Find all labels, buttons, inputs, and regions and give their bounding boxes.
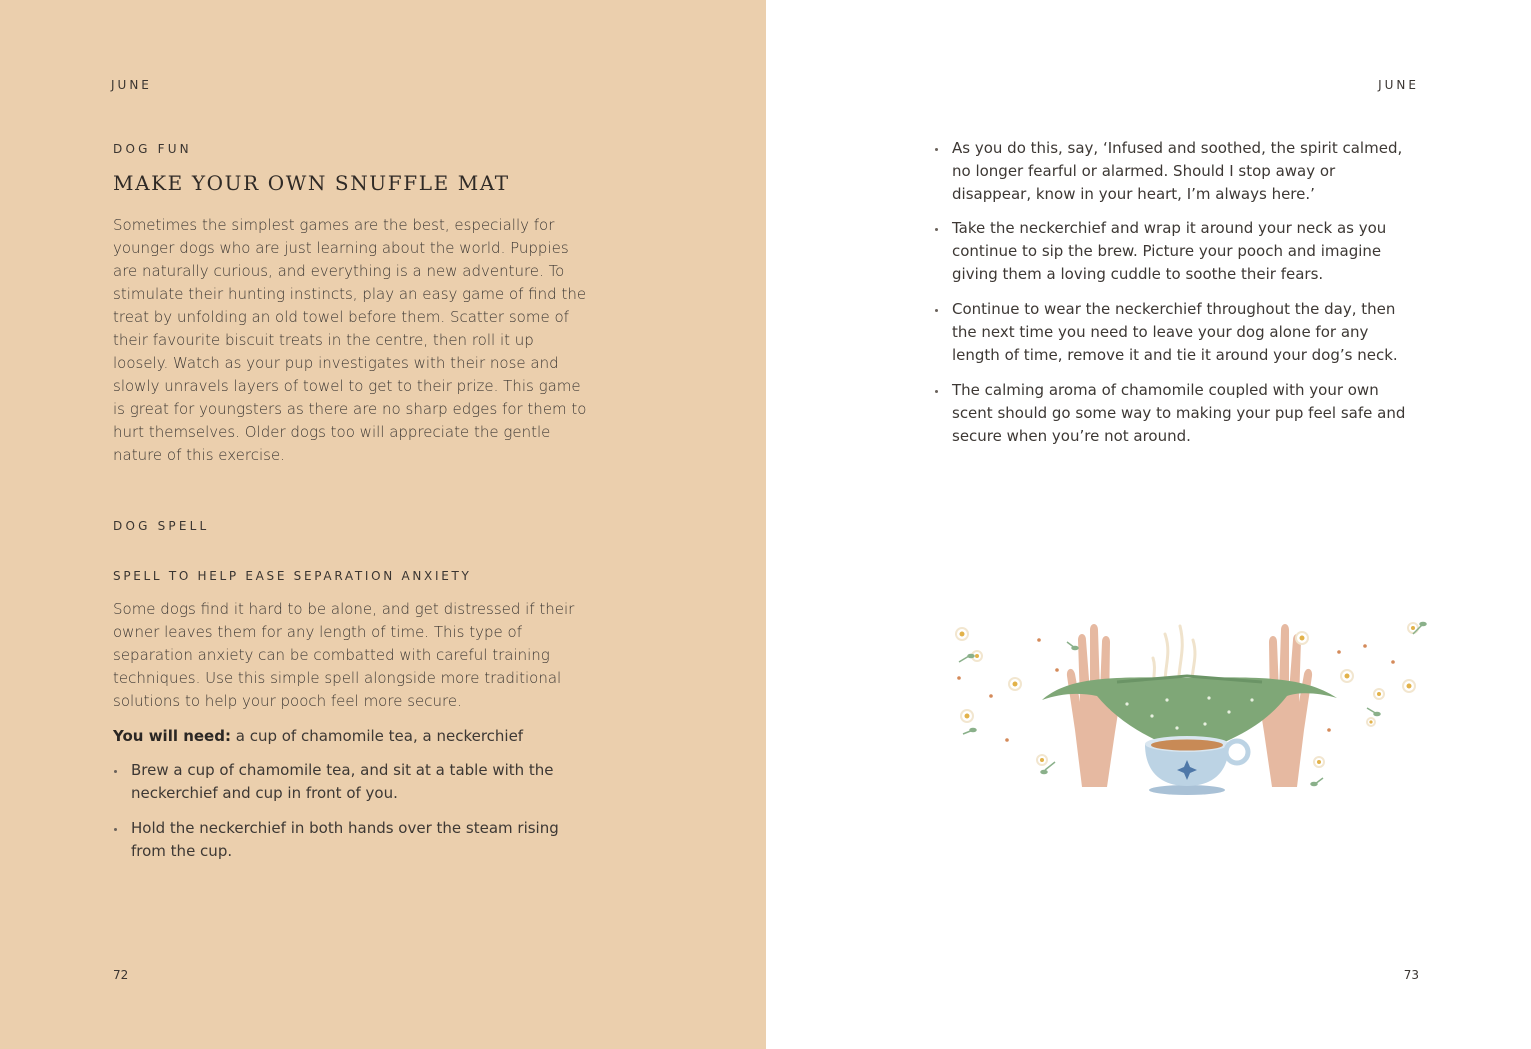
ingredients-text: a cup of chamomile tea, a neckerchief xyxy=(235,727,524,745)
right-page xyxy=(766,0,1531,1049)
list-item: Hold the neckerchief in both hands over the steam rising from the cup. xyxy=(113,817,578,863)
teacup-icon xyxy=(1145,736,1248,795)
list-item: Continue to wear the neckerchief throughout the day, then the next time you need to leave your dog alone for any length of time, remove it and tie it around your dog’s neck. xyxy=(934,298,1419,367)
list-item: Take the neckerchief and wrap it around your neck as you continue to sip the brew. Picture your pooch and imagine giving them a loving cuddle to soothe their fears. xyxy=(934,217,1419,286)
page-number-left: 72 xyxy=(113,968,129,982)
section-body-separation-anxiety: Some dogs find it hard to be alone, and get distressed if their owner leaves them for any length of time. This type of separation anxiety can be combatted with careful training techniques. Use this simple spell alongside more traditional solutions to help your pooch feel more secure. xyxy=(113,600,575,710)
list-item: The calming aroma of chamomile coupled with your own scent should go some way to making your pup feel safe and secure when you’re not around. xyxy=(934,379,1419,448)
page-number-right: 73 xyxy=(1403,968,1419,982)
spell-steps-right xyxy=(934,137,1419,448)
section-body-snuffle-mat: Sometimes the simplest games are the best, especially for younger dogs who are just learning about the world. Puppies are naturally curious, and everything is a new adventure. To stimulate their hunting instincts, play an easy game of find the treat by unfolding an old towel before them. Scatter some of their favourite biscuit treats in the centre, then roll it up loosely. Watch as your pup investigates with their nose and slowly unravels layers of towel to get to their prize. This game is great for youngsters as there are no sharp edges for them to hurt themselves. Older dogs too will appreciate the gentle nature of this exercise. xyxy=(113,216,587,464)
spell-steps-left xyxy=(113,759,578,863)
list-item: Brew a cup of chamomile tea, and sit at a table with the neckerchief and cup in front of you. xyxy=(113,759,578,805)
section-eyebrow-dog-spell: DOG SPELL xyxy=(113,519,210,533)
hands-neckerchief-tea-illustration-icon xyxy=(947,612,1427,797)
section-title-snuffle-mat: MAKE YOUR OWN SNUFFLE MAT xyxy=(113,171,510,195)
section-title-separation-anxiety: SPELL TO HELP EASE SEPARATION ANXIETY xyxy=(113,569,472,583)
ingredients-label: You will need: xyxy=(113,727,231,745)
list-item: As you do this, say, ‘Infused and soothed, the spirit calmed, no longer fearful or alarmed. Should I stop away or disappear, know in your heart, I’m always here.’ xyxy=(934,137,1419,206)
section-eyebrow-dog-fun: DOG FUN xyxy=(113,142,192,156)
running-head-left: JUNE xyxy=(111,78,152,92)
ingredients-line xyxy=(113,725,523,748)
running-head-right: JUNE xyxy=(1378,78,1419,92)
